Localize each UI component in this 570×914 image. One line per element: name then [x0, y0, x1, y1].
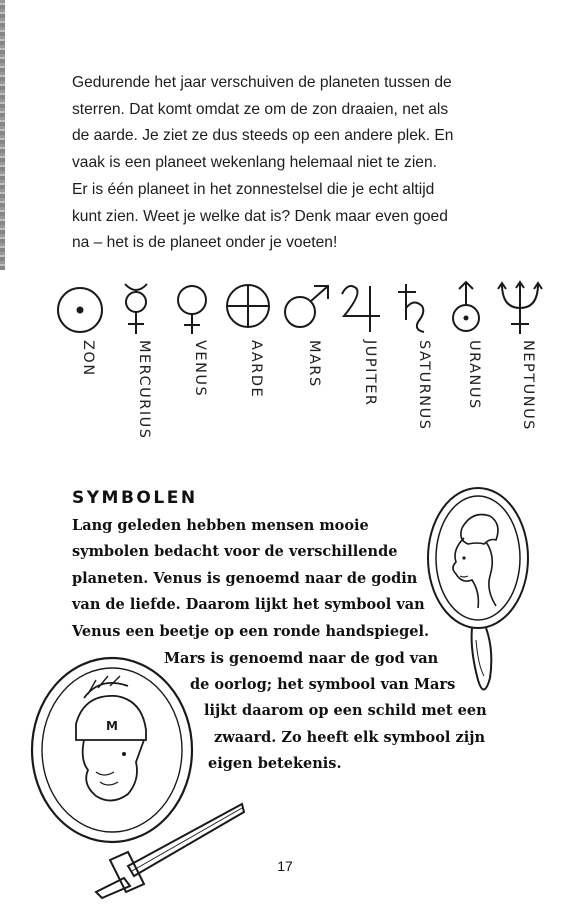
- planet-venus: [164, 272, 220, 452]
- planet-name: VENUS: [192, 340, 208, 398]
- planet-sun: [52, 272, 108, 452]
- body-line: zwaard. Zo heeft elk symbool zijn: [214, 729, 485, 746]
- sword-illustration: [82, 800, 252, 900]
- planet-neptune: [492, 272, 548, 452]
- uranus-icon: [438, 280, 494, 336]
- body-line: de oorlog; het symbool van Mars: [190, 676, 456, 693]
- planet-name: AARDE: [248, 340, 264, 399]
- body-line: symbolen bedacht voor de verschillende: [72, 543, 398, 560]
- body-line: Lang geleden hebben mensen mooie: [72, 517, 369, 534]
- body-line: lijkt daarom op een schild met een: [204, 702, 487, 719]
- planet-mars: [278, 272, 334, 452]
- intro-line: kunt zien. Weet je welke dat is? Denk maar even goed: [72, 207, 448, 225]
- mercury-icon: [108, 280, 164, 336]
- intro-paragraph: [72, 70, 512, 257]
- venus-icon: [164, 280, 220, 336]
- body-line: Venus een beetje op een ronde handspiegel.: [72, 623, 430, 640]
- planet-saturn: [388, 272, 444, 452]
- intro-line: Er is één planeet in het zonnestelsel die je echt altijd: [72, 180, 435, 198]
- svg-text:M: M: [106, 719, 118, 733]
- hand-mirror-illustration: [420, 480, 540, 705]
- planet-name: NEPTUNUS: [520, 340, 536, 431]
- planet-name: MARS: [306, 340, 322, 388]
- sun-icon: [52, 280, 108, 336]
- neptune-icon: [492, 280, 548, 336]
- planet-name: JUPITER: [362, 340, 378, 407]
- planet-name: URANUS: [466, 340, 482, 410]
- planet-mercury: [108, 272, 164, 452]
- body-line: planeten. Venus is genoemd naar de godin: [72, 570, 418, 587]
- book-spine-edge: [0, 0, 5, 270]
- planet-earth: [220, 272, 276, 452]
- page-number: 17: [277, 858, 293, 874]
- body-line: Mars is genoemd naar de god van: [164, 650, 439, 667]
- intro-line: vaak is een planeet wekenlang helemaal niet te zien.: [72, 154, 437, 172]
- body-line: van de liefde. Daarom lijkt het symbool van: [72, 596, 425, 613]
- section-heading: SYMBOLEN: [72, 488, 198, 508]
- earth-icon: [220, 280, 276, 336]
- body-line: eigen betekenis.: [208, 755, 342, 772]
- intro-line: Gedurende het jaar verschuiven de planeten tussen de: [72, 74, 452, 91]
- planet-name: ZON: [80, 340, 96, 377]
- planet-symbol-row: [48, 272, 536, 452]
- jupiter-icon: [334, 280, 390, 336]
- planet-jupiter: [334, 272, 390, 452]
- planet-name: SATURNUS: [416, 340, 432, 431]
- saturn-icon: [388, 280, 444, 336]
- planet-name: MERCURIUS: [136, 340, 152, 440]
- mars-icon: [278, 280, 334, 336]
- intro-line: de aarde. Je ziet ze dus steeds op een andere plek. En: [72, 127, 454, 145]
- intro-line: sterren. Dat komt omdat ze om de zon draaien, net als: [72, 100, 449, 118]
- intro-line: na – het is de planeet onder je voeten!: [72, 234, 338, 252]
- planet-uranus: [438, 272, 494, 452]
